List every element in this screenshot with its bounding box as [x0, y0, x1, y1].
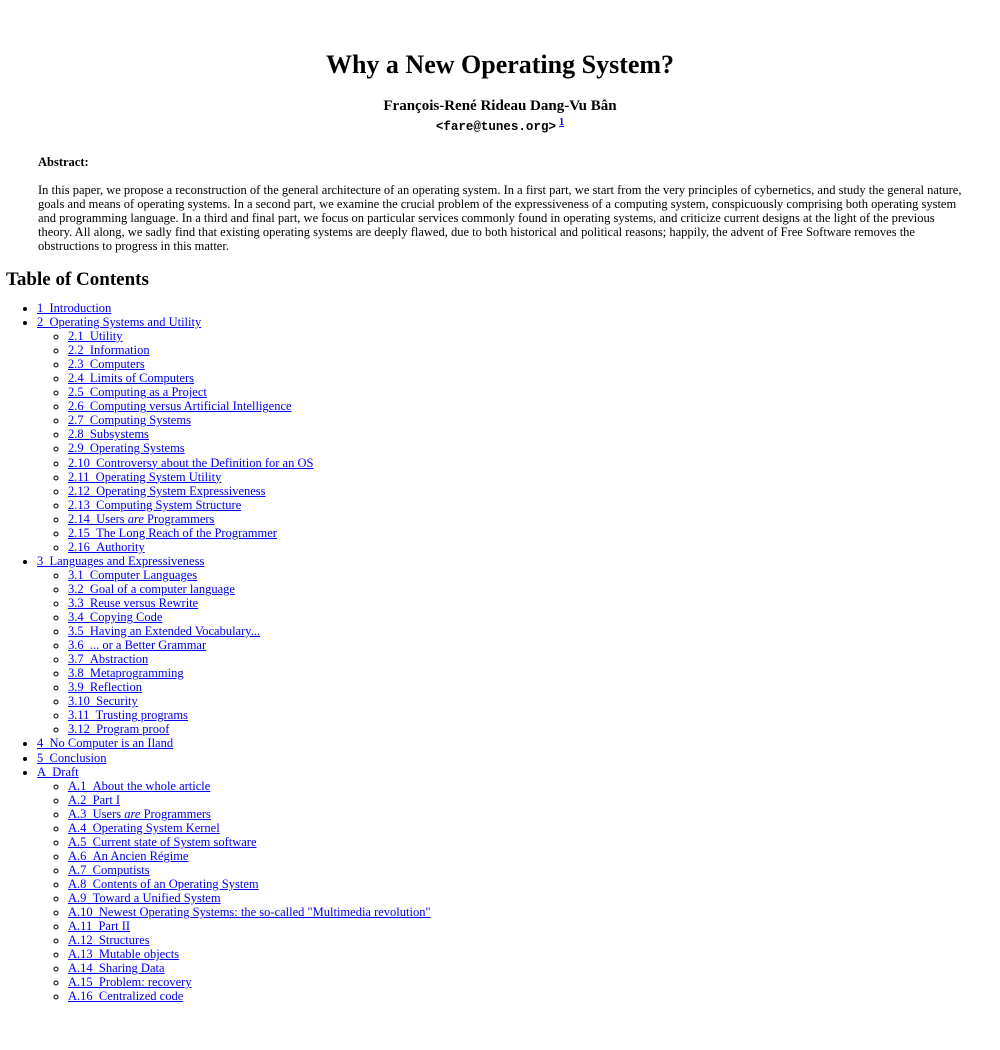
toc-link[interactable]: [68, 666, 184, 680]
table-of-contents: [6, 301, 994, 1003]
toc-subsection-item: [68, 863, 994, 877]
toc-number: 2.7: [68, 413, 90, 428]
author-email: <fare@tunes.org>: [435, 120, 556, 134]
toc-label: Controversy about the Definition for an OS: [96, 455, 314, 470]
toc-number: 2.1: [68, 329, 90, 344]
toc-link[interactable]: [68, 427, 149, 441]
toc-subsection-item: [68, 624, 994, 638]
toc-label: Subsystems: [89, 427, 149, 442]
toc-link[interactable]: [68, 919, 130, 933]
toc-label: Computists: [92, 862, 150, 877]
toc-label: Problem: recovery: [98, 975, 192, 990]
toc-subsection-item: [68, 961, 994, 975]
toc-label-part: Users: [92, 806, 125, 821]
toc-label: The Long Reach of the Programmer: [96, 525, 277, 540]
toc-subsection-item: [68, 596, 994, 610]
toc-label: Mutable objects: [98, 947, 180, 962]
toc-link[interactable]: [37, 751, 106, 765]
toc-label-part: Programmers: [140, 806, 211, 821]
toc-number: 3.3: [68, 595, 90, 610]
toc-number: A.16: [68, 989, 99, 1004]
toc-number: 3.12: [68, 722, 97, 737]
toc-subsection-item: [68, 413, 994, 427]
toc-link[interactable]: [68, 540, 145, 554]
toc-number: 2: [37, 315, 50, 330]
toc-section-item: [37, 554, 994, 737]
toc-link[interactable]: [68, 385, 207, 399]
toc-label: Security: [96, 694, 138, 709]
toc-label: Abstraction: [89, 652, 149, 667]
toc-link[interactable]: [68, 961, 165, 975]
toc-link[interactable]: [68, 638, 206, 652]
toc-link[interactable]: [37, 765, 79, 779]
toc-subsection-item: [68, 456, 994, 470]
toc-link[interactable]: [68, 399, 292, 413]
toc-link[interactable]: [68, 413, 191, 427]
toc-number: 2.9: [68, 441, 90, 456]
toc-label: Reuse versus Rewrite: [89, 595, 199, 610]
toc-link[interactable]: [68, 694, 138, 708]
toc-number: 2.14: [68, 511, 97, 526]
toc-label: Copying Code: [89, 610, 163, 625]
toc-label: Current state of System software: [92, 834, 257, 849]
toc-label: Structures: [98, 933, 150, 948]
toc-number: 2.16: [68, 539, 97, 554]
toc-subsection-item: [68, 568, 994, 582]
toc-subsection-item: [68, 891, 994, 905]
toc-subsection-item: [68, 427, 994, 441]
toc-label: An Ancien Régime: [92, 848, 189, 863]
toc-link[interactable]: [68, 933, 150, 947]
toc-subsection-item: [68, 357, 994, 371]
toc-label: Part I: [92, 792, 121, 807]
toc-number: A.8: [68, 876, 93, 891]
toc-number: 3.6: [68, 638, 90, 653]
toc-link[interactable]: [68, 652, 148, 666]
toc-subsection-item: [68, 484, 994, 498]
toc-number: 3.2: [68, 581, 90, 596]
toc-subsection-item: [68, 526, 994, 540]
toc-link[interactable]: [68, 441, 185, 455]
toc-link[interactable]: [68, 484, 266, 498]
toc-subsection-item: [68, 821, 994, 835]
toc-number: A.11: [68, 919, 99, 934]
toc-link[interactable]: [68, 821, 220, 835]
toc-label: Trusting programs: [95, 708, 188, 723]
toc-link[interactable]: [68, 807, 211, 821]
footnote-link[interactable]: 1: [559, 116, 565, 128]
toc-number: A.4: [68, 820, 93, 835]
toc-number: 2.2: [68, 343, 90, 358]
toc-link[interactable]: [68, 905, 431, 919]
toc-subsection-item: [68, 512, 994, 526]
toc-subsection-item: [68, 399, 994, 413]
toc-label: Metaprogramming: [89, 666, 184, 681]
toc-label: Part II: [98, 919, 131, 934]
toc-number: 3.1: [68, 567, 90, 582]
toc-link[interactable]: [68, 779, 210, 793]
toc-subsection-item: [68, 793, 994, 807]
toc-label: Computing versus Artificial Intelligence: [89, 399, 292, 414]
toc-link[interactable]: [68, 624, 260, 638]
toc-number: A.14: [68, 961, 99, 976]
toc-section-item: [37, 765, 994, 1004]
toc-number: 4: [37, 736, 50, 751]
toc-number: 2.12: [68, 483, 97, 498]
toc-link[interactable]: [68, 470, 221, 484]
toc-number: 3.7: [68, 652, 90, 667]
toc-link[interactable]: [68, 357, 145, 371]
toc-label: Information: [89, 343, 150, 358]
toc-link[interactable]: [68, 835, 257, 849]
toc-link[interactable]: [68, 498, 241, 512]
toc-label: Sharing Data: [98, 961, 165, 976]
toc-number: A.2: [68, 792, 93, 807]
toc-subsection-item: [68, 905, 994, 919]
toc-number: A: [37, 764, 53, 779]
toc-label-emphasis: are: [127, 511, 144, 526]
toc-link[interactable]: [37, 736, 173, 750]
toc-number: A.12: [68, 933, 99, 948]
toc-subsection-item: [68, 652, 994, 666]
toc-subsection-list: [37, 779, 994, 1004]
toc-link[interactable]: [68, 371, 194, 385]
author-name: François-René Rideau Dang-Vu Bân: [383, 98, 617, 114]
toc-subsection-item: [68, 835, 994, 849]
toc-number: 2.10: [68, 455, 97, 470]
toc-subsection-item: [68, 680, 994, 694]
toc-link[interactable]: [68, 343, 150, 357]
toc-subsection-item: [68, 877, 994, 891]
toc-label: Computing System Structure: [96, 497, 242, 512]
toc-number: 3: [37, 553, 50, 568]
toc-link[interactable]: [37, 301, 111, 315]
toc-subsection-item: [68, 849, 994, 863]
toc-subsection-item: [68, 919, 994, 933]
toc-number: 5: [37, 750, 50, 765]
toc-heading: Table of Contents: [6, 269, 149, 290]
toc-number: A.3: [68, 806, 93, 821]
toc-label: Computing as a Project: [89, 385, 207, 400]
toc-link[interactable]: [68, 582, 235, 596]
toc-subsection-item: [68, 708, 994, 722]
toc-section-item: [37, 315, 994, 554]
page: [0, 50, 1000, 1003]
toc-link[interactable]: [37, 315, 201, 329]
toc-label: Conclusion: [49, 750, 107, 765]
toc-number: A.15: [68, 975, 99, 990]
toc-subsection-item: [68, 807, 994, 821]
toc-link[interactable]: [68, 947, 179, 961]
toc-number: 2.8: [68, 427, 90, 442]
toc-number: 2.15: [68, 525, 97, 540]
toc-number: A.6: [68, 848, 93, 863]
toc-subsection-list: [37, 568, 994, 737]
toc-link[interactable]: [68, 329, 123, 343]
toc-number: A.7: [68, 862, 93, 877]
toc-label: Toward a Unified System: [92, 890, 221, 905]
toc-link[interactable]: [68, 708, 188, 722]
toc-subsection-item: [68, 947, 994, 961]
toc-link[interactable]: [68, 793, 120, 807]
toc-label: Draft: [52, 764, 79, 779]
toc-number: 1: [37, 301, 50, 315]
toc-link[interactable]: [68, 680, 142, 694]
toc-number: 3.4: [68, 610, 90, 625]
toc-subsection-item: [68, 779, 994, 793]
toc-label: Having an Extended Vocabulary...: [89, 624, 261, 639]
toc-subsection-item: [68, 385, 994, 399]
toc-number: 2.13: [68, 497, 97, 512]
toc-label: Languages and Expressiveness: [49, 553, 205, 568]
toc-link[interactable]: [68, 610, 162, 624]
toc-subsection-item: [68, 610, 994, 624]
toc-link[interactable]: [68, 456, 313, 470]
toc-number: 2.11: [68, 469, 96, 484]
toc-subsection-item: [68, 694, 994, 708]
toc-label: Authority: [96, 539, 145, 554]
page-title: Why a New Operating System?: [325, 50, 675, 79]
toc-link[interactable]: [68, 975, 192, 989]
toc-subsection-item: [68, 343, 994, 357]
toc-link[interactable]: [68, 568, 197, 582]
toc-label: Computer Languages: [89, 567, 198, 582]
toc-subsection-list: [37, 329, 994, 554]
toc-label: Newest Operating Systems: the so-called "Multimedia revolution": [98, 905, 431, 920]
toc-label: Operating Systems and Utility: [49, 315, 202, 330]
toc-label-part: Users: [96, 511, 128, 526]
toc-number: A.13: [68, 947, 99, 962]
toc-number: 3.10: [68, 694, 97, 709]
toc-link[interactable]: [68, 849, 188, 863]
toc-link[interactable]: [68, 891, 221, 905]
abstract: [38, 155, 962, 253]
toc-label: Introduction: [49, 301, 112, 315]
toc-subsection-item: [68, 540, 994, 554]
toc-number: A.10: [68, 905, 99, 920]
toc-label: Operating System Utility: [95, 469, 222, 484]
toc-link[interactable]: [68, 526, 277, 540]
toc-subsection-item: [68, 722, 994, 736]
toc-label: ... or a Better Grammar: [89, 638, 207, 653]
toc-label: Contents of an Operating System: [92, 876, 259, 891]
toc-link[interactable]: [68, 989, 183, 1003]
toc-number: 2.5: [68, 385, 90, 400]
toc-label: Centralized code: [98, 989, 184, 1004]
toc-link[interactable]: [68, 863, 150, 877]
abstract-heading: Abstract:: [38, 155, 89, 169]
toc-subsection-item: [68, 975, 994, 989]
toc-number: A.9: [68, 890, 93, 905]
toc-link[interactable]: [68, 512, 214, 526]
toc-number: A.5: [68, 834, 93, 849]
toc-link[interactable]: [37, 554, 204, 568]
toc-subsection-item: [68, 470, 994, 484]
toc-number: 2.6: [68, 399, 90, 414]
toc-section-item: [37, 751, 994, 765]
toc-subsection-item: [68, 498, 994, 512]
toc-number: 3.9: [68, 680, 90, 695]
toc-number: A.1: [68, 778, 93, 793]
toc-link[interactable]: [68, 877, 259, 891]
toc-number: 2.4: [68, 371, 90, 386]
toc-label: Goal of a computer language: [89, 581, 235, 596]
author-contact: [6, 118, 994, 135]
toc-label: About the whole article: [92, 778, 211, 793]
toc-label-part: Programmers: [143, 511, 215, 526]
toc-label: Computing Systems: [89, 413, 191, 428]
toc-subsection-item: [68, 582, 994, 596]
toc-link[interactable]: [68, 722, 169, 736]
toc-label: Utility: [89, 329, 123, 344]
toc-subsection-item: [68, 989, 994, 1003]
abstract-text: In this paper, we propose a reconstruction of the general architecture of an operating system. In a first part, we start from the very principles of cybernetics, and study the general nature, goals and means of operating systems. In a second part, we examine the crucial problem of the expressiveness of a computing system, conspicuously comprising both operating system and programming language. In a third and final part, we focus on particular services commonly found in operating systems, and criticize current designs at the light of the previous theory. All along, we sadly find that existing operating systems are deeply flawed, due to both historical and political reasons; happily, the advent of Free Software removes the obstructions to progress in this matter.: [38, 183, 962, 253]
toc-subsection-item: [68, 441, 994, 455]
toc-section-item: [37, 736, 994, 750]
toc-number: 3.11: [68, 708, 96, 723]
toc-label: Operating System Kernel: [92, 820, 220, 835]
toc-link[interactable]: [68, 596, 198, 610]
toc-section-item: [37, 301, 994, 315]
toc-number: 3.8: [68, 666, 90, 681]
toc-label: Computers: [89, 357, 145, 372]
toc-label: Reflection: [89, 680, 142, 695]
toc-subsection-item: [68, 933, 994, 947]
toc-subsection-item: [68, 638, 994, 652]
toc-subsection-item: [68, 371, 994, 385]
toc-subsection-item: [68, 329, 994, 343]
toc-subsection-item: [68, 666, 994, 680]
toc-label: Operating System Expressiveness: [96, 483, 266, 498]
toc-label-emphasis: are: [124, 806, 141, 821]
toc-label: No Computer is an Iland: [49, 736, 174, 751]
toc-number: 2.3: [68, 357, 90, 372]
toc-label: Operating Systems: [89, 441, 185, 456]
toc-label: Limits of Computers: [89, 371, 195, 386]
toc-label: Program proof: [96, 722, 170, 737]
toc-number: 3.5: [68, 624, 90, 639]
